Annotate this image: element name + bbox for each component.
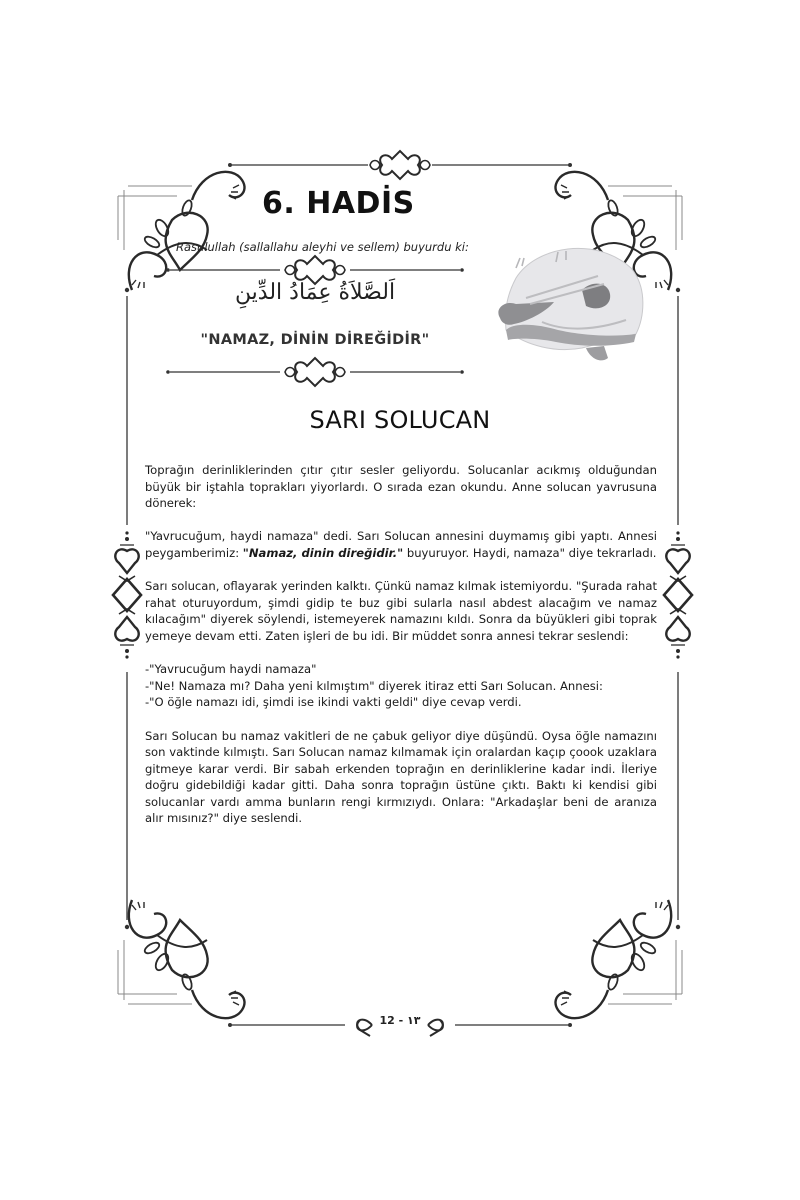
story-text: "Yavrucuğum, haydi namaza" dedi. Sarı Solucan annesini duymamış gibi yaptı. Annesi peygamberimiz: xyxy=(145,529,657,560)
hadith-arabic-text: اَلصَّلاَةُ عِمَادُ الدِّينِ xyxy=(234,280,396,305)
story-paragraph: Toprağın derinliklerinden çıtır çıtır sesler geliyordu. Solucanlar acıkmış olduğundan büyük bir iştahla toprakları yiyorlardı. O sırada ezan okundu. Anne solucan yavrusuna dönerek: xyxy=(145,463,657,511)
muhammad-calligraphy-emblem-icon xyxy=(486,238,646,368)
hadith-intro: Rasulullah (sallallahu aleyhi ve sellem) buyurdu ki: xyxy=(176,240,469,254)
story-text: buyuruyor. Haydi, namaza" diye tekrarladı. xyxy=(403,545,657,560)
hadith-translation: "NAMAZ, DİNİN DİREĞİDİR" xyxy=(200,332,430,348)
dialogue-line: -"Ne! Namaza mı? Daha yeni kılmıştım" diyerek itiraz etti Sarı Solucan. Annesi: xyxy=(145,678,603,693)
story-title: SARI SOLUCAN xyxy=(309,406,491,434)
story-paragraph xyxy=(145,528,657,561)
hadith-quote-inline: "Namaz, dinin direğidir." xyxy=(242,545,404,560)
page-number: 12 - ١٣ xyxy=(379,1014,421,1027)
dialogue-line: -"Yavrucuğum haydi namaza" xyxy=(145,662,317,677)
story-paragraph: Sarı Solucan bu namaz vakitleri de ne çabuk geliyor diye düşündü. Oysa öğle namazını son vaktinde kılmıştı. Sarı Solucan namaz kılmamak için oralardan kaçıp çoook uzaklara gitmeye karar verdi. Bir sabah erkenden toprağın en derinliklerine kadar indi. İleriye doğru gidebildiği kadar gitti. Daha sonra toprağın üstüne çıktı. Baktı ki kendisi gibi solucanlar vardı amma bunların rengi kırmızıydı. Onlara: "Arkadaşlar beni de aranıza alır mısınız?" diye seslendi. xyxy=(145,728,657,826)
story-paragraph: Sarı solucan, oflayarak yerinden kalktı. Çünkü namaz kılmak istemiyordu. "Şurada rahat rahat oturuyordum, şimdi gidip te buz gibi sularla nasıl abdest alacağım ve namaz kılacağım" diyerek söylendi, istemeyerek namazını kıldı. Sonra da büyükleri gibi toprak yemeye devam etti. Zaten işleri de bu idi. Bir müddet sonra annesi tekrar seslendi: xyxy=(145,579,657,643)
story-body xyxy=(145,462,657,844)
dialogue-line: -"O öğle namazı idi, şimdi ise ikindi vakti geldi" diye cevap verdi. xyxy=(145,695,522,710)
hadith-title: 6. HADİS xyxy=(262,186,415,221)
